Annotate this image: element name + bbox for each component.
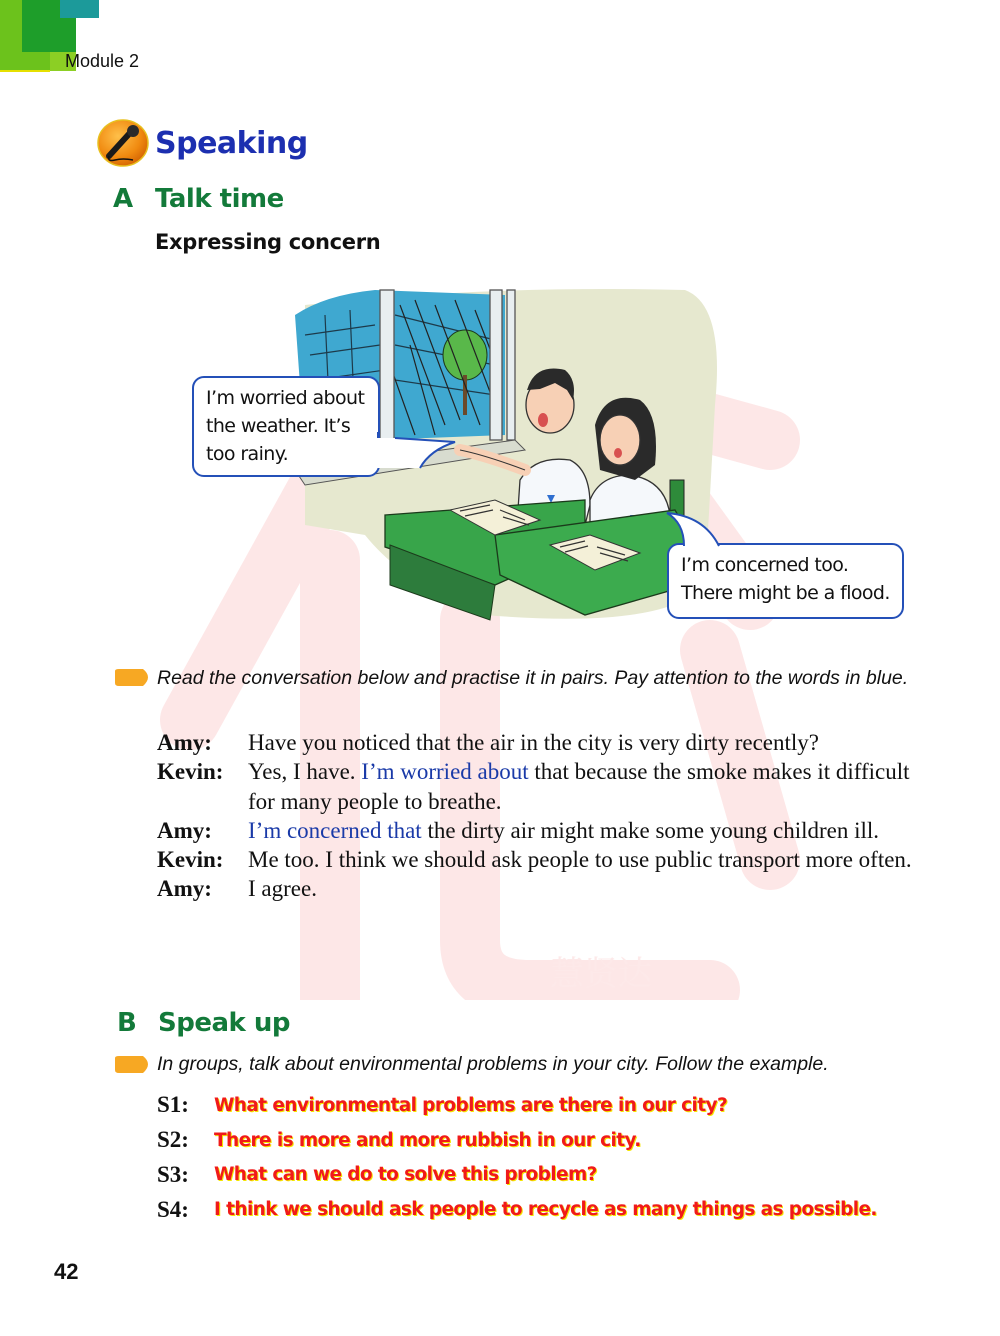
example-dialogue: [157, 1088, 877, 1227]
conversation: [157, 728, 927, 904]
corner-decoration-line: [0, 70, 50, 72]
speech-text: Yes, I have.: [248, 759, 362, 785]
example-speaker: S1:: [157, 1092, 189, 1118]
dialogue-speaker: Amy:: [157, 730, 212, 755]
speech-bubble-boy: [192, 376, 380, 477]
section-a-letter: A: [113, 184, 134, 214]
speech-text: the dirty air might make some young children ill.: [421, 817, 880, 843]
watermark-text: 慧贤达: [550, 954, 652, 994]
dialogue-turn: [157, 757, 927, 816]
speech-text: that because the smoke makes it difficult for many people to breathe.: [248, 759, 910, 814]
speech-text: I agree.: [248, 876, 317, 902]
instruction-text: In groups, talk about environmental problems in your city. Follow the example.: [157, 1053, 829, 1075]
section-a-title: Talk time: [155, 184, 284, 214]
example-row: [157, 1088, 877, 1123]
section-b-letter: B: [117, 1008, 137, 1038]
dialogue-speaker: Kevin:: [157, 759, 224, 785]
dialogue-speech: [248, 874, 927, 903]
highlighted-phrase: I’m worried about: [361, 759, 529, 785]
instruction-marker-icon: [115, 1056, 153, 1073]
example-speaker: S3:: [157, 1161, 189, 1187]
microphone-icon: [97, 118, 149, 168]
module-label: Module 2: [65, 51, 140, 71]
speech-bubble-girl: [667, 543, 904, 619]
speech-bubble-tail: [370, 430, 460, 470]
corner-decoration-block: [60, 0, 99, 18]
bubble-line: There might be a flood.: [681, 582, 890, 604]
dialogue-speaker: Amy:: [157, 876, 212, 902]
example-text: I think we should ask people to recycle as many things as possible.: [214, 1199, 877, 1221]
speech-text: Have you noticed that the air in the city is very dirty recently?: [248, 730, 819, 755]
section-b-title: Speak up: [158, 1008, 290, 1038]
example-text: There is more and more rubbish in our city.: [214, 1129, 641, 1151]
page-number: 42: [54, 1259, 79, 1284]
example-row: [157, 1158, 877, 1193]
bubble-line: the weather. It’s: [206, 415, 351, 437]
speech-bubble-tail: [664, 508, 724, 548]
section-title-speaking: Speaking: [155, 126, 308, 161]
dialogue-turn: [157, 816, 927, 845]
highlighted-phrase: I’m concerned that: [248, 817, 422, 843]
bubble-line: too rainy.: [206, 443, 289, 465]
dialogue-speech: [248, 757, 927, 816]
dialogue-speech: [248, 845, 927, 874]
dialogue-speaker: Amy:: [157, 817, 212, 843]
example-speaker: S2:: [157, 1127, 189, 1153]
example-text: What environmental problems are there in our city?: [214, 1094, 728, 1116]
dialogue-speech: [248, 728, 927, 757]
bubble-line: I’m concerned too.: [681, 554, 849, 576]
example-text: What can we do to solve this problem?: [214, 1164, 597, 1186]
instruction-marker-icon: [115, 669, 153, 686]
example-speaker: S4:: [157, 1196, 189, 1222]
dialogue-turn: [157, 728, 927, 757]
speech-text: Me too. I think we should ask people to use public transport more often.: [248, 847, 912, 873]
section-a-subtitle: Expressing concern: [155, 230, 381, 254]
instruction-text: Read the conversation below and practise it in pairs. Pay attention to the words in blue.: [157, 667, 909, 689]
bubble-line: I’m worried about: [206, 387, 365, 409]
dialogue-turn: [157, 874, 927, 903]
dialogue-turn: [157, 845, 927, 874]
example-row: [157, 1123, 877, 1158]
example-row: [157, 1192, 877, 1227]
dialogue-speaker: Kevin:: [157, 847, 224, 873]
dialogue-speech: [248, 816, 927, 845]
